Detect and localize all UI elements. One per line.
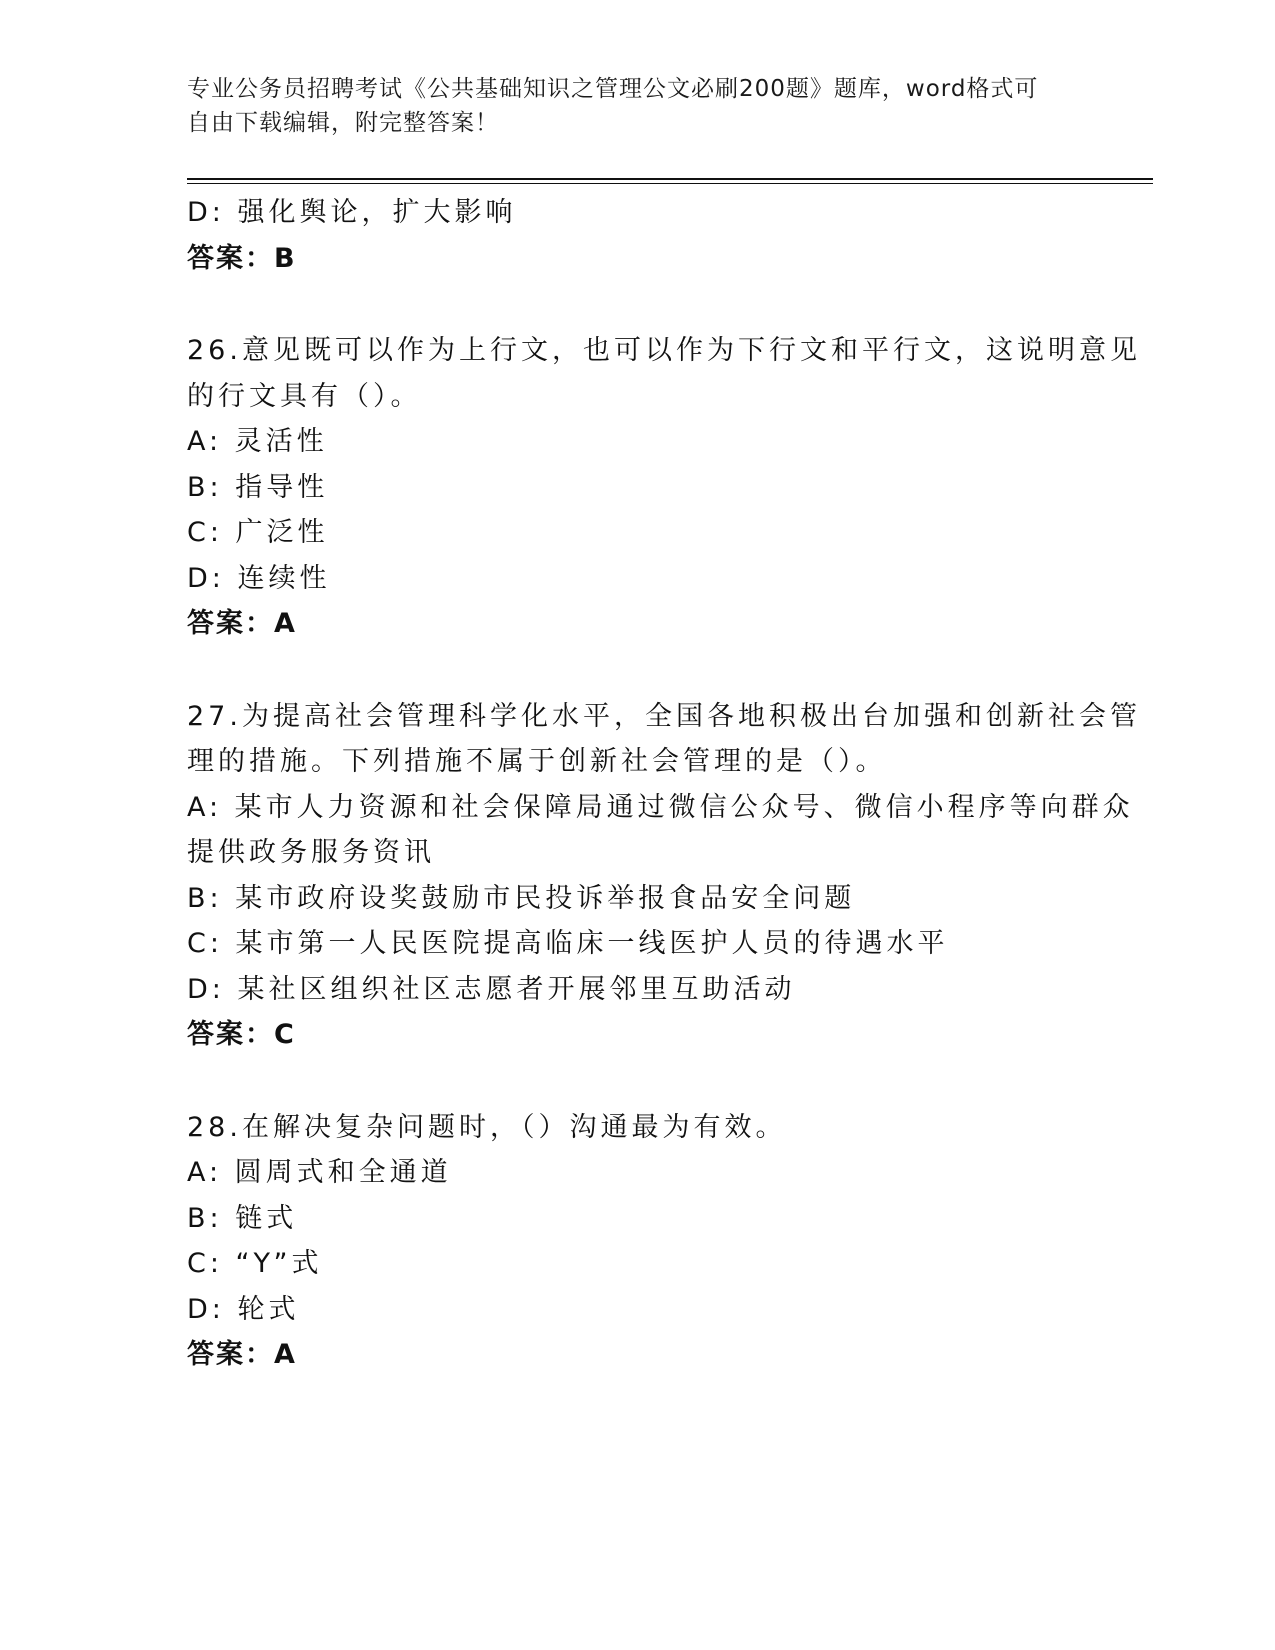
option-a: A: 圆周式和全通道 (187, 1157, 452, 1188)
answer-line: 答案：A (187, 1339, 297, 1370)
document-header (187, 72, 1087, 140)
option-b: B: 指导性 (187, 471, 329, 503)
header-line-1: 专业公务员招聘考试《公共基础知识之管理公文必刷200题》题库，word格式可 (187, 76, 1039, 102)
header-divider-thin (187, 183, 1153, 184)
option-d: D: 轮式 (187, 1293, 300, 1325)
question-block-28 (187, 1105, 1087, 1378)
option-d: D: 连续性 (187, 562, 331, 594)
question-stem-cont: 理的措施。下列措施不属于创新社会管理的是（）。 (187, 746, 887, 777)
option-a: A: 灵活性 (187, 426, 328, 457)
option-a: A: 某市人力资源和社会保障局通过微信公众号、微信小程序等向群众 (187, 791, 1134, 823)
option-a-cont: 提供政务服务资讯 (187, 837, 435, 868)
question-block-27 (187, 694, 1141, 1058)
answer-line: 答案：B (187, 242, 297, 274)
option-c: C: 某市第一人民医院提高临床一线医护人员的待遇水平 (187, 928, 949, 959)
option-c: C: 广泛性 (187, 517, 329, 548)
question-stem: 26.意见既可以作为上行文，也可以作为下行文和平行文，这说明意见 (187, 335, 1141, 366)
question-stem: 28.在解决复杂问题时，（）沟通最为有效。 (187, 1111, 787, 1143)
answer-line: 答案：C (187, 1019, 296, 1050)
question-list (187, 190, 1141, 1378)
option-b: B: 某市政府设奖鼓励市民投诉举报食品安全问题 (187, 882, 856, 914)
option-b: B: 链式 (187, 1202, 298, 1234)
question-stem: 27.为提高社会管理科学化水平，全国各地积极出台加强和创新社会管 (187, 700, 1141, 732)
question-block-26 (187, 328, 1141, 647)
question-stem-cont: 的行文具有（）。 (187, 380, 422, 412)
answer-line: 答案：A (187, 608, 297, 639)
header-line-2: 自由下载编辑，附完整答案！ (187, 110, 499, 136)
option-d: D: 某社区组织社区志愿者开展邻里互助活动 (187, 973, 796, 1005)
question-block-prev (187, 190, 1087, 281)
header-divider-thick (187, 178, 1153, 180)
option-d: D: 强化舆论，扩大影响 (187, 197, 517, 228)
option-c: C: “Y”式 (187, 1248, 323, 1279)
